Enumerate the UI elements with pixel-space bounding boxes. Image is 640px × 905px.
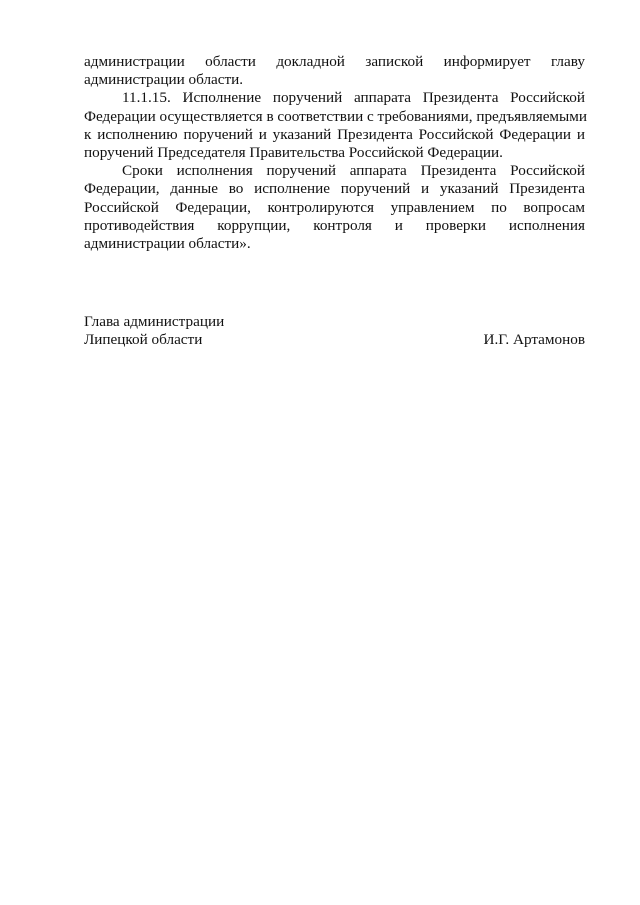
text-line: противодействия коррупции, контроля и проверки исполнения xyxy=(84,216,585,234)
signature-region: Липецкой области xyxy=(84,331,203,349)
text-line: Российской Федерации, контролируются управлением по вопросам xyxy=(84,198,585,216)
text-line: к исполнению поручений и указаний Президента Российской Федерации и xyxy=(84,125,585,143)
signature-position: Глава администрации xyxy=(84,313,225,330)
signature-block xyxy=(84,313,585,349)
text-line: Федерации, данные во исполнение поручений и указаний Президента xyxy=(84,180,585,198)
signature-name: И.Г. Артамонов xyxy=(483,331,585,349)
text-line: администрации области». xyxy=(84,235,251,253)
signature-region-row xyxy=(84,331,585,349)
text-line: администрации области докладной запиской информирует главу xyxy=(84,53,585,70)
signature-position-row xyxy=(84,313,585,331)
paragraph-continuation xyxy=(84,53,585,89)
text-line: поручений Председателя Правительства Российской Федерации. xyxy=(84,144,503,162)
text-line: Сроки исполнения поручений аппарата Президента Российской xyxy=(122,162,585,180)
text-line: 11.1.15. Исполнение поручений аппарата Президента Российской xyxy=(122,89,585,107)
text-line: Федерации осуществляется в соответствии с требованиями, предъявляемыми xyxy=(84,107,587,125)
text-line: администрации области. xyxy=(84,71,244,89)
paragraph-deadlines xyxy=(84,162,585,253)
document-body xyxy=(84,53,585,253)
paragraph-11-1-15 xyxy=(84,89,585,162)
